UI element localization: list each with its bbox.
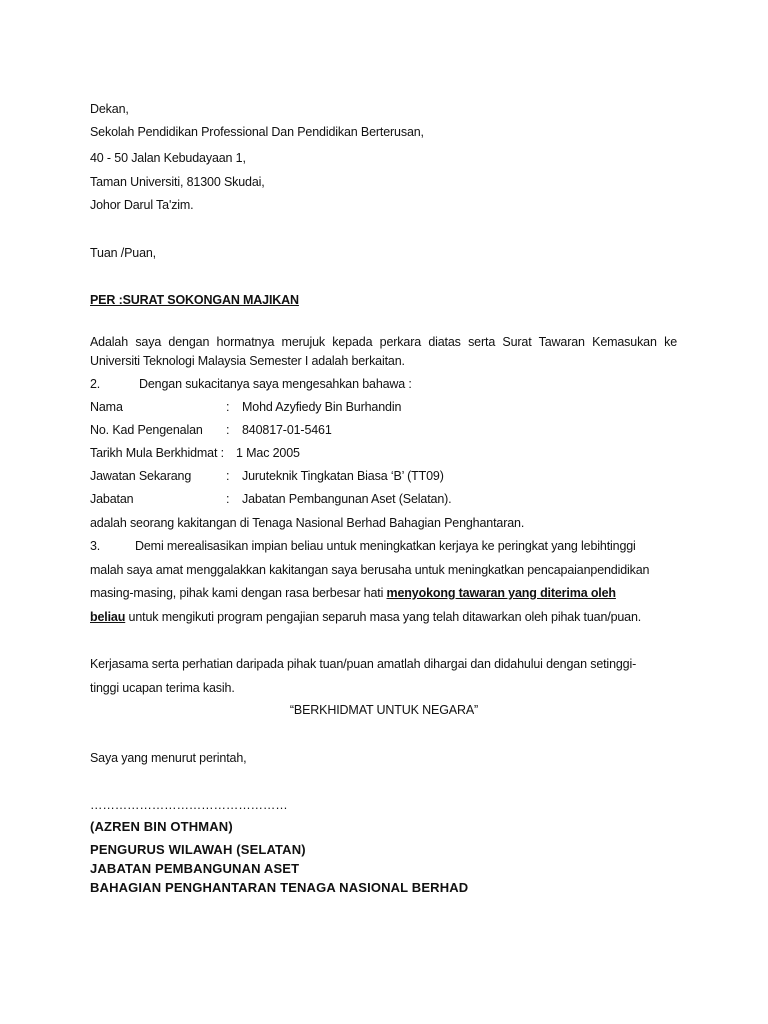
recipient-line-2: 40 - 50 Jalan Kebudayaan 1, <box>90 151 246 165</box>
field-row-jawatan <box>0 468 768 484</box>
paragraph-2-closing: adalah seorang kakitangan di Tenaga Nasional Berhad Bahagian Penghantaran. <box>90 516 525 530</box>
field-colon: : <box>226 492 230 506</box>
field-row-jabatan <box>0 491 768 507</box>
field-value: 840817-01-5461 <box>242 423 332 437</box>
paragraph-2-intro <box>0 376 768 392</box>
paragraph-2-number: 2. <box>90 377 101 391</box>
field-label: Jabatan <box>90 492 134 506</box>
paragraph-3-number: 3. <box>90 539 101 553</box>
paragraph-3-emphasis-end: beliau <box>90 610 126 624</box>
field-value: Juruteknik Tingkatan Biasa ‘B’ (TT09) <box>242 469 444 483</box>
paragraph-4-line-2: tinggi ucapan terima kasih. <box>90 681 235 695</box>
signatory-position: PENGURUS WILAWAH (SELATAN) <box>90 842 306 857</box>
field-colon: : <box>226 400 230 414</box>
signature-dots: ………………………………………… <box>90 798 288 812</box>
salutation: Tuan /Puan, <box>90 246 156 260</box>
recipient-line-3: Taman Universiti, 81300 Skudai, <box>90 175 265 189</box>
paragraph-4-line-1: Kerjasama serta perhatian daripada pihak tuan/puan amatlah dihargai dan didahului dengan setinggi- <box>90 657 637 671</box>
paragraph-3-line-3-text: masing-masing, pihak kami dengan rasa berbesar hati <box>90 586 387 600</box>
signatory-name: (AZREN BIN OTHMAN) <box>90 819 233 834</box>
subject-heading: PER :SURAT SOKONGAN MAJIKAN <box>90 293 299 307</box>
paragraph-3-line-3 <box>90 585 616 601</box>
field-label: No. Kad Pengenalan <box>90 423 203 437</box>
signatory-department: JABATAN PEMBANGUNAN ASET <box>90 861 300 876</box>
paragraph-3-line-2: malah saya amat menggalakkan kakitangan saya berusaha untuk meningkatkan pencapaianpendidikan <box>90 563 650 577</box>
field-value: Mohd Azyfiedy Bin Burhandin <box>242 400 402 414</box>
paragraph-3-line-4 <box>90 609 641 625</box>
field-colon: : <box>226 469 230 483</box>
field-row-tarikh-mula <box>0 445 768 461</box>
paragraph-1-line-2: Universiti Teknologi Malaysia Semester I adalah berkaitan. <box>90 354 405 368</box>
paragraph-3-emphasis: menyokong tawaran yang diterima oleh <box>386 586 616 600</box>
field-label: Jawatan Sekarang <box>90 469 192 483</box>
field-colon: : <box>226 423 230 437</box>
paragraph-2-intro-text: Dengan sukacitanya saya mengesahkan bahawa : <box>139 377 412 391</box>
recipient-line-4: Johor Darul Ta'zim. <box>90 198 194 212</box>
paragraph-3-line-1 <box>0 538 768 554</box>
paragraph-3-line-4-text: untuk mengikuti program pengajian separuh masa yang telah ditawarkan oleh pihak tuan/puan. <box>125 610 642 624</box>
field-label: Tarikh Mula Berkhidmat : <box>90 446 224 460</box>
field-label: Nama <box>90 400 123 414</box>
recipient-title: Dekan, <box>90 102 129 116</box>
paragraph-3-line-1-text: Demi merealisasikan impian beliau untuk meningkatkan kerjaya ke peringkat yang lebihtinggi <box>135 539 636 553</box>
closing-phrase: Saya yang menurut perintah, <box>90 751 247 765</box>
signatory-organization: BAHAGIAN PENGHANTARAN TENAGA NASIONAL BERHAD <box>90 880 469 895</box>
paragraph-1-line-1: Adalah saya dengan hormatnya merujuk kepada perkara diatas serta Surat Tawaran Kemasukan ke <box>90 335 677 349</box>
motto: “BERKHIDMAT UNTUK NEGARA” <box>289 703 479 717</box>
recipient-line-1: Sekolah Pendidikan Professional Dan Pendidikan Berterusan, <box>90 125 424 139</box>
field-row-nama <box>0 399 768 415</box>
field-value: 1 Mac 2005 <box>236 446 300 460</box>
field-value: Jabatan Pembangunan Aset (Selatan). <box>242 492 452 506</box>
field-row-kad-pengenalan <box>0 422 768 438</box>
